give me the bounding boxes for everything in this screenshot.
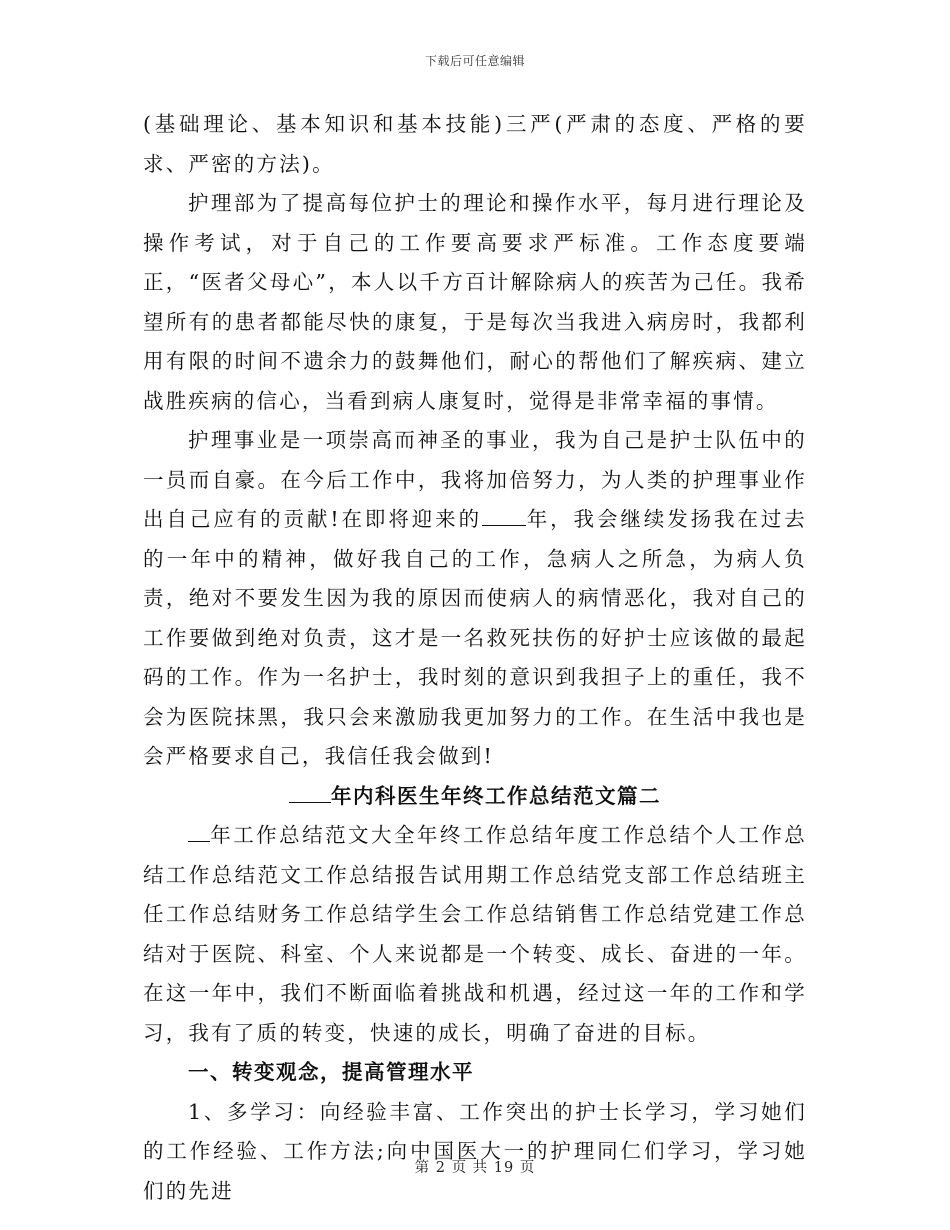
year-blank [188, 823, 210, 842]
paragraph-study: 1、多学习：向经验丰富、工作突出的护士长学习，学习她们的工作经验、工作方法;向中国医大一的护理同仁们学习，学习她们的先进 [143, 1099, 807, 1203]
year-blank [482, 507, 526, 526]
section-title-text: 年内科医生年终工作总结范文篇二 [331, 783, 661, 808]
paragraph-summary-intro [143, 816, 807, 1053]
paragraph-text-part1: 护理事业是一项崇高而神圣的事业，我为自己是护士队伍中的一员而自豪。在今后工作中，我将加倍努力，为人类的护理事业作出自己应有的贡献!在即将迎来的 [143, 428, 807, 531]
year-blank [289, 784, 331, 803]
paragraph-text-part2: 年，我会继续发扬我在过去的一年中的精神，做好我自己的工作，急病人之所急，为病人负责，绝对不要发生因为我的原因而使病人的病情恶化，我对自己的工作要做到绝对负责，这才是一名救死扶伤的好护士应该做的最起码的工作。作为一名护士，我时刻的意识到我担子上的重任，我不会为医院抹黑，我只会来激励我更加努力的工作。在生活中我也是会严格要求自己，我信任我会做到! [143, 507, 807, 768]
paragraph-nursing-department: 护理部为了提高每位护士的理论和操作水平，每月进行理论及操作考试，对于自己的工作要高要求严标准。工作态度要端正，“医者父母心”，本人以千方百计解除病人的疾苦为己任。我希望所有的患者都能尽快的康复，于是每次当我进入病房时，我都利用有限的时间不遗余力的鼓舞他们，耐心的帮他们了解疾病、建立战胜疾病的信心，当看到病人康复时，觉得是非常幸福的事情。 [143, 191, 807, 413]
subheading-management: 一、转变观念，提高管理水平 [188, 1060, 474, 1084]
paragraph-summary-text: 年工作总结范文大全年终工作总结年度工作总结个人工作总结工作总结范文工作总结报告试用期工作总结党支部工作总结班主任工作总结财务工作总结学生会工作总结销售工作总结党建工作总结对于医院、科室、个人来说都是一个转变、成长、奋进的一年。在这一年中，我们不断面临着挑战和机遇，经过这一年的工作和学习，我有了质的转变，快速的成长，明确了奋进的目标。 [143, 823, 807, 1045]
page-footer: 第 2 页 共 19 页 [414, 1160, 536, 1176]
paragraph-nursing-career [143, 421, 807, 777]
document-body [143, 105, 807, 1211]
section-title [143, 777, 807, 817]
paragraph-continuation: (基础理论、基本知识和基本技能)三严(严肃的态度、严格的要求、严密的方法)。 [143, 112, 807, 176]
page-header: 下载后可任意编辑 [424, 54, 525, 68]
